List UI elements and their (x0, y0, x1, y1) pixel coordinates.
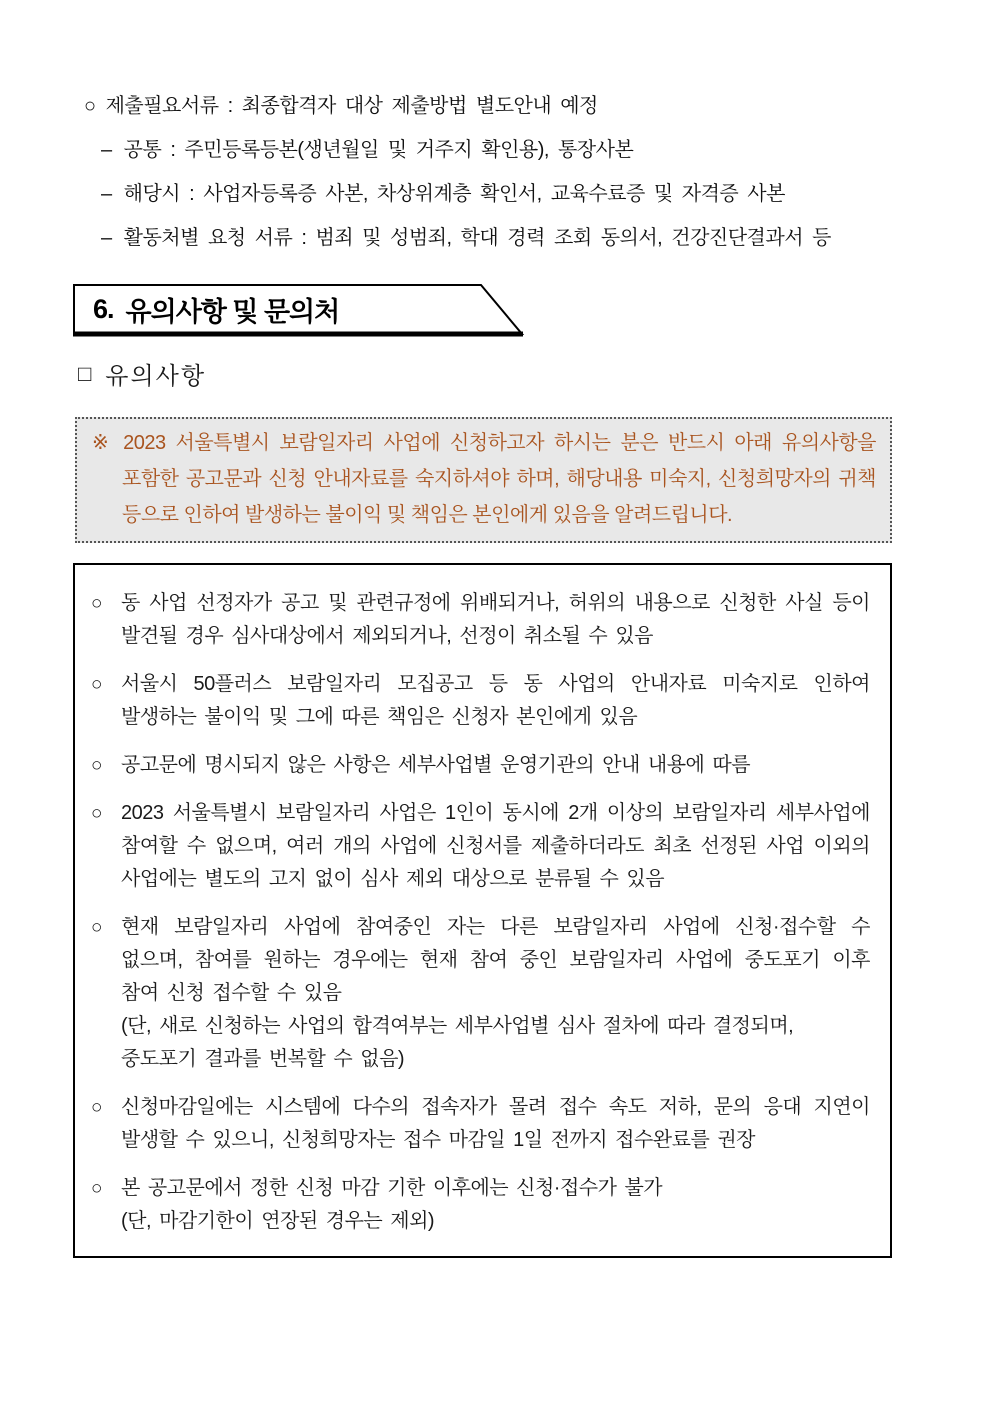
note-text: 본 공고문에서 정한 신청 마감 기한 이후에는 신청·접수가 불가 (121, 1177, 663, 1199)
circle-bullet: ○ (91, 803, 103, 824)
note-body (121, 797, 870, 896)
list-item-text: 제출필요서류 : 최종합격자 대상 제출방법 별도안내 예정 (105, 95, 598, 117)
note-body (121, 1172, 870, 1238)
notice-text: 2023 서울특별시 보람일자리 사업에 신청하고자 하시는 분은 반드시 아래 유의사항을 포함한 공고문과 신청 안내자료를 숙지하셔야 하며, 해당내용 미숙지, 신청희망자의 귀책 등으로 인하여 발생하는 불이익 및 책임은 본인에게 있음을 알려드립니다. (122, 432, 877, 526)
note-subtext: (단, 마감기한이 연장된 경우는 제외) (121, 1210, 435, 1232)
cautions-box (73, 563, 892, 1258)
note-text: 현재 보람일자리 사업에 참여중인 자는 다른 보람일자리 사업에 신청·접수할 수 없으며, 참여를 원하는 경우에는 현재 참여 중인 보람일자리 사업에 중도포기 이후 참여 신청 접수할 수 있음 (121, 916, 870, 1004)
required-documents-list (0, 0, 992, 260)
list-item-text: 활동처별 요청 서류 : 범죄 및 성범죄, 학대 경력 조회 동의서, 건강진단결과서 등 (123, 227, 831, 249)
note-item (91, 1172, 870, 1238)
note-text: 공고문에 명시되지 않은 사항은 세부사업별 운영기관의 안내 내용에 따름 (121, 754, 751, 776)
square-bullet: □ (78, 360, 92, 386)
note-text: 신청마감일에는 시스템에 다수의 접속자가 몰려 접수 속도 저하, 문의 응대 지연이 발생할 수 있으니, 신청희망자는 접수 마감일 1일 전까지 접수완료를 권장 (121, 1096, 870, 1151)
dash-bullet: – (101, 139, 112, 161)
notice-paragraph (92, 425, 876, 533)
circle-bullet: ○ (91, 1178, 103, 1199)
circle-bullet: ○ (91, 674, 103, 695)
note-body (121, 668, 870, 734)
circle-bullet: ○ (91, 593, 103, 614)
notice-box (75, 417, 892, 543)
section-number: 6. (93, 293, 114, 324)
note-text: 동 사업 선정자가 공고 및 관련규정에 위배되거나, 허위의 내용으로 신청한 사실 등이 발견될 경우 심사대상에서 제외되거나, 선정이 취소될 수 있음 (121, 592, 870, 647)
note-body (121, 749, 870, 782)
list-item-text: 해당시 : 사업자등록증 사본, 차상위계층 확인서, 교육수료증 및 자격증 사본 (123, 183, 785, 205)
circle-bullet: ○ (91, 755, 103, 776)
note-body (121, 1091, 870, 1157)
list-item (101, 172, 952, 216)
note-item (91, 911, 870, 1076)
dash-bullet: – (101, 183, 112, 205)
list-item (84, 84, 952, 128)
note-text: 2023 서울특별시 보람일자리 사업은 1인이 동시에 2개 이상의 보람일자리 세부사업에 참여할 수 없으며, 여러 개의 사업에 신청서를 제출하더라도 최초 선정된 사업 이외의 사업에는 별도의 고지 없이 심사 제외 대상으로 분류될 수 있음 (121, 802, 870, 890)
note-body (121, 911, 870, 1076)
note-subtext: (단, 새로 신청하는 사업의 합격여부는 세부사업별 심사 절차에 따라 결정되며, 중도포기 결과를 번복할 수 없음) (121, 1015, 794, 1070)
list-item (101, 216, 952, 260)
note-item (91, 1091, 870, 1157)
note-item (91, 797, 870, 896)
list-item (101, 128, 952, 172)
circle-bullet: ○ (84, 95, 96, 117)
note-item (91, 668, 870, 734)
section-title: 유의사항 및 문의처 (125, 296, 340, 327)
reference-mark: ※ (92, 432, 114, 454)
circle-bullet: ○ (91, 1097, 103, 1118)
list-item-text: 공통 : 주민등록등본(생년월일 및 거주지 확인용), 통장사본 (123, 139, 634, 161)
note-item (91, 749, 870, 782)
note-item (91, 587, 870, 653)
note-body (121, 587, 870, 653)
circle-bullet: ○ (91, 917, 103, 938)
dash-bullet: – (101, 227, 112, 249)
section-header-banner (73, 284, 525, 338)
subsection-header (78, 356, 992, 391)
section-header (93, 284, 339, 334)
subsection-title: 유의사항 (105, 363, 207, 390)
note-text: 서울시 50플러스 보람일자리 모집공고 등 동 사업의 안내자료 미숙지로 인하여 발생하는 불이익 및 그에 따른 책임은 신청자 본인에게 있음 (121, 673, 870, 728)
